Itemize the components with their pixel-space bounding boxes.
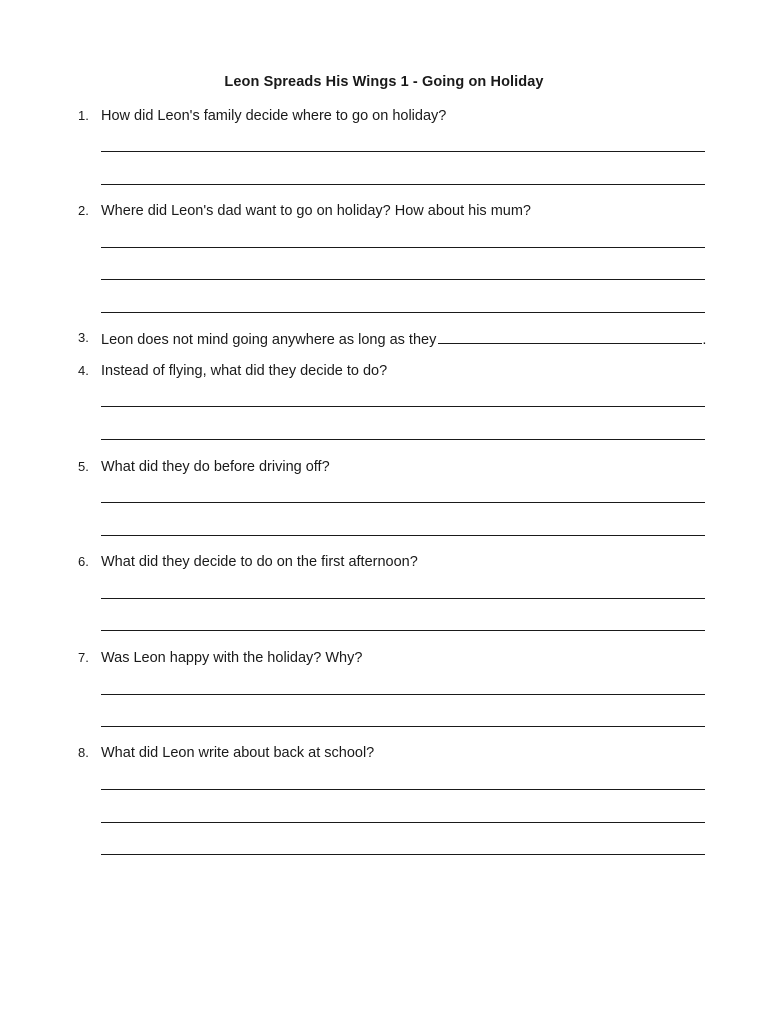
- question-text: Instead of flying, what did they decide to do?: [101, 363, 388, 379]
- answer-line[interactable]: [101, 598, 705, 599]
- answer-line[interactable]: [101, 439, 705, 440]
- answer-line[interactable]: [101, 247, 705, 248]
- question-text: What did they decide to do on the first afternoon?: [101, 554, 418, 570]
- question-number: 3.: [78, 330, 89, 345]
- fill-in-blank[interactable]: [438, 329, 702, 344]
- question-number: 7.: [78, 650, 89, 665]
- answer-line[interactable]: [101, 854, 705, 855]
- answer-line[interactable]: [101, 312, 705, 313]
- worksheet-title: Leon Spreads His Wings 1 - Going on Holiday: [224, 74, 544, 90]
- answer-line[interactable]: [101, 822, 705, 823]
- question-number: 2.: [78, 203, 89, 218]
- answer-line[interactable]: [101, 789, 705, 790]
- question-number: 5.: [78, 459, 89, 474]
- question-number: 1.: [78, 108, 89, 123]
- answer-line[interactable]: [101, 694, 705, 695]
- answer-line[interactable]: [101, 630, 705, 631]
- answer-line[interactable]: [101, 726, 705, 727]
- answer-line[interactable]: [101, 406, 705, 407]
- question-text: What did they do before driving off?: [101, 459, 330, 475]
- question-text: Where did Leon's dad want to go on holiday? How about his mum?: [101, 203, 531, 219]
- answer-line[interactable]: [101, 502, 705, 503]
- question-suffix: .: [702, 332, 707, 348]
- question-text: Was Leon happy with the holiday? Why?: [101, 650, 363, 666]
- answer-line[interactable]: [101, 151, 705, 152]
- question-text: Leon does not mind going anywhere as long as they: [101, 332, 437, 348]
- question-number: 4.: [78, 363, 89, 378]
- question-number: 8.: [78, 745, 89, 760]
- question-text: What did Leon write about back at school?: [101, 745, 375, 761]
- answer-line[interactable]: [101, 279, 705, 280]
- question-number: 6.: [78, 554, 89, 569]
- question-text: How did Leon's family decide where to go on holiday?: [101, 108, 447, 124]
- answer-line[interactable]: [101, 535, 705, 536]
- answer-line[interactable]: [101, 184, 705, 185]
